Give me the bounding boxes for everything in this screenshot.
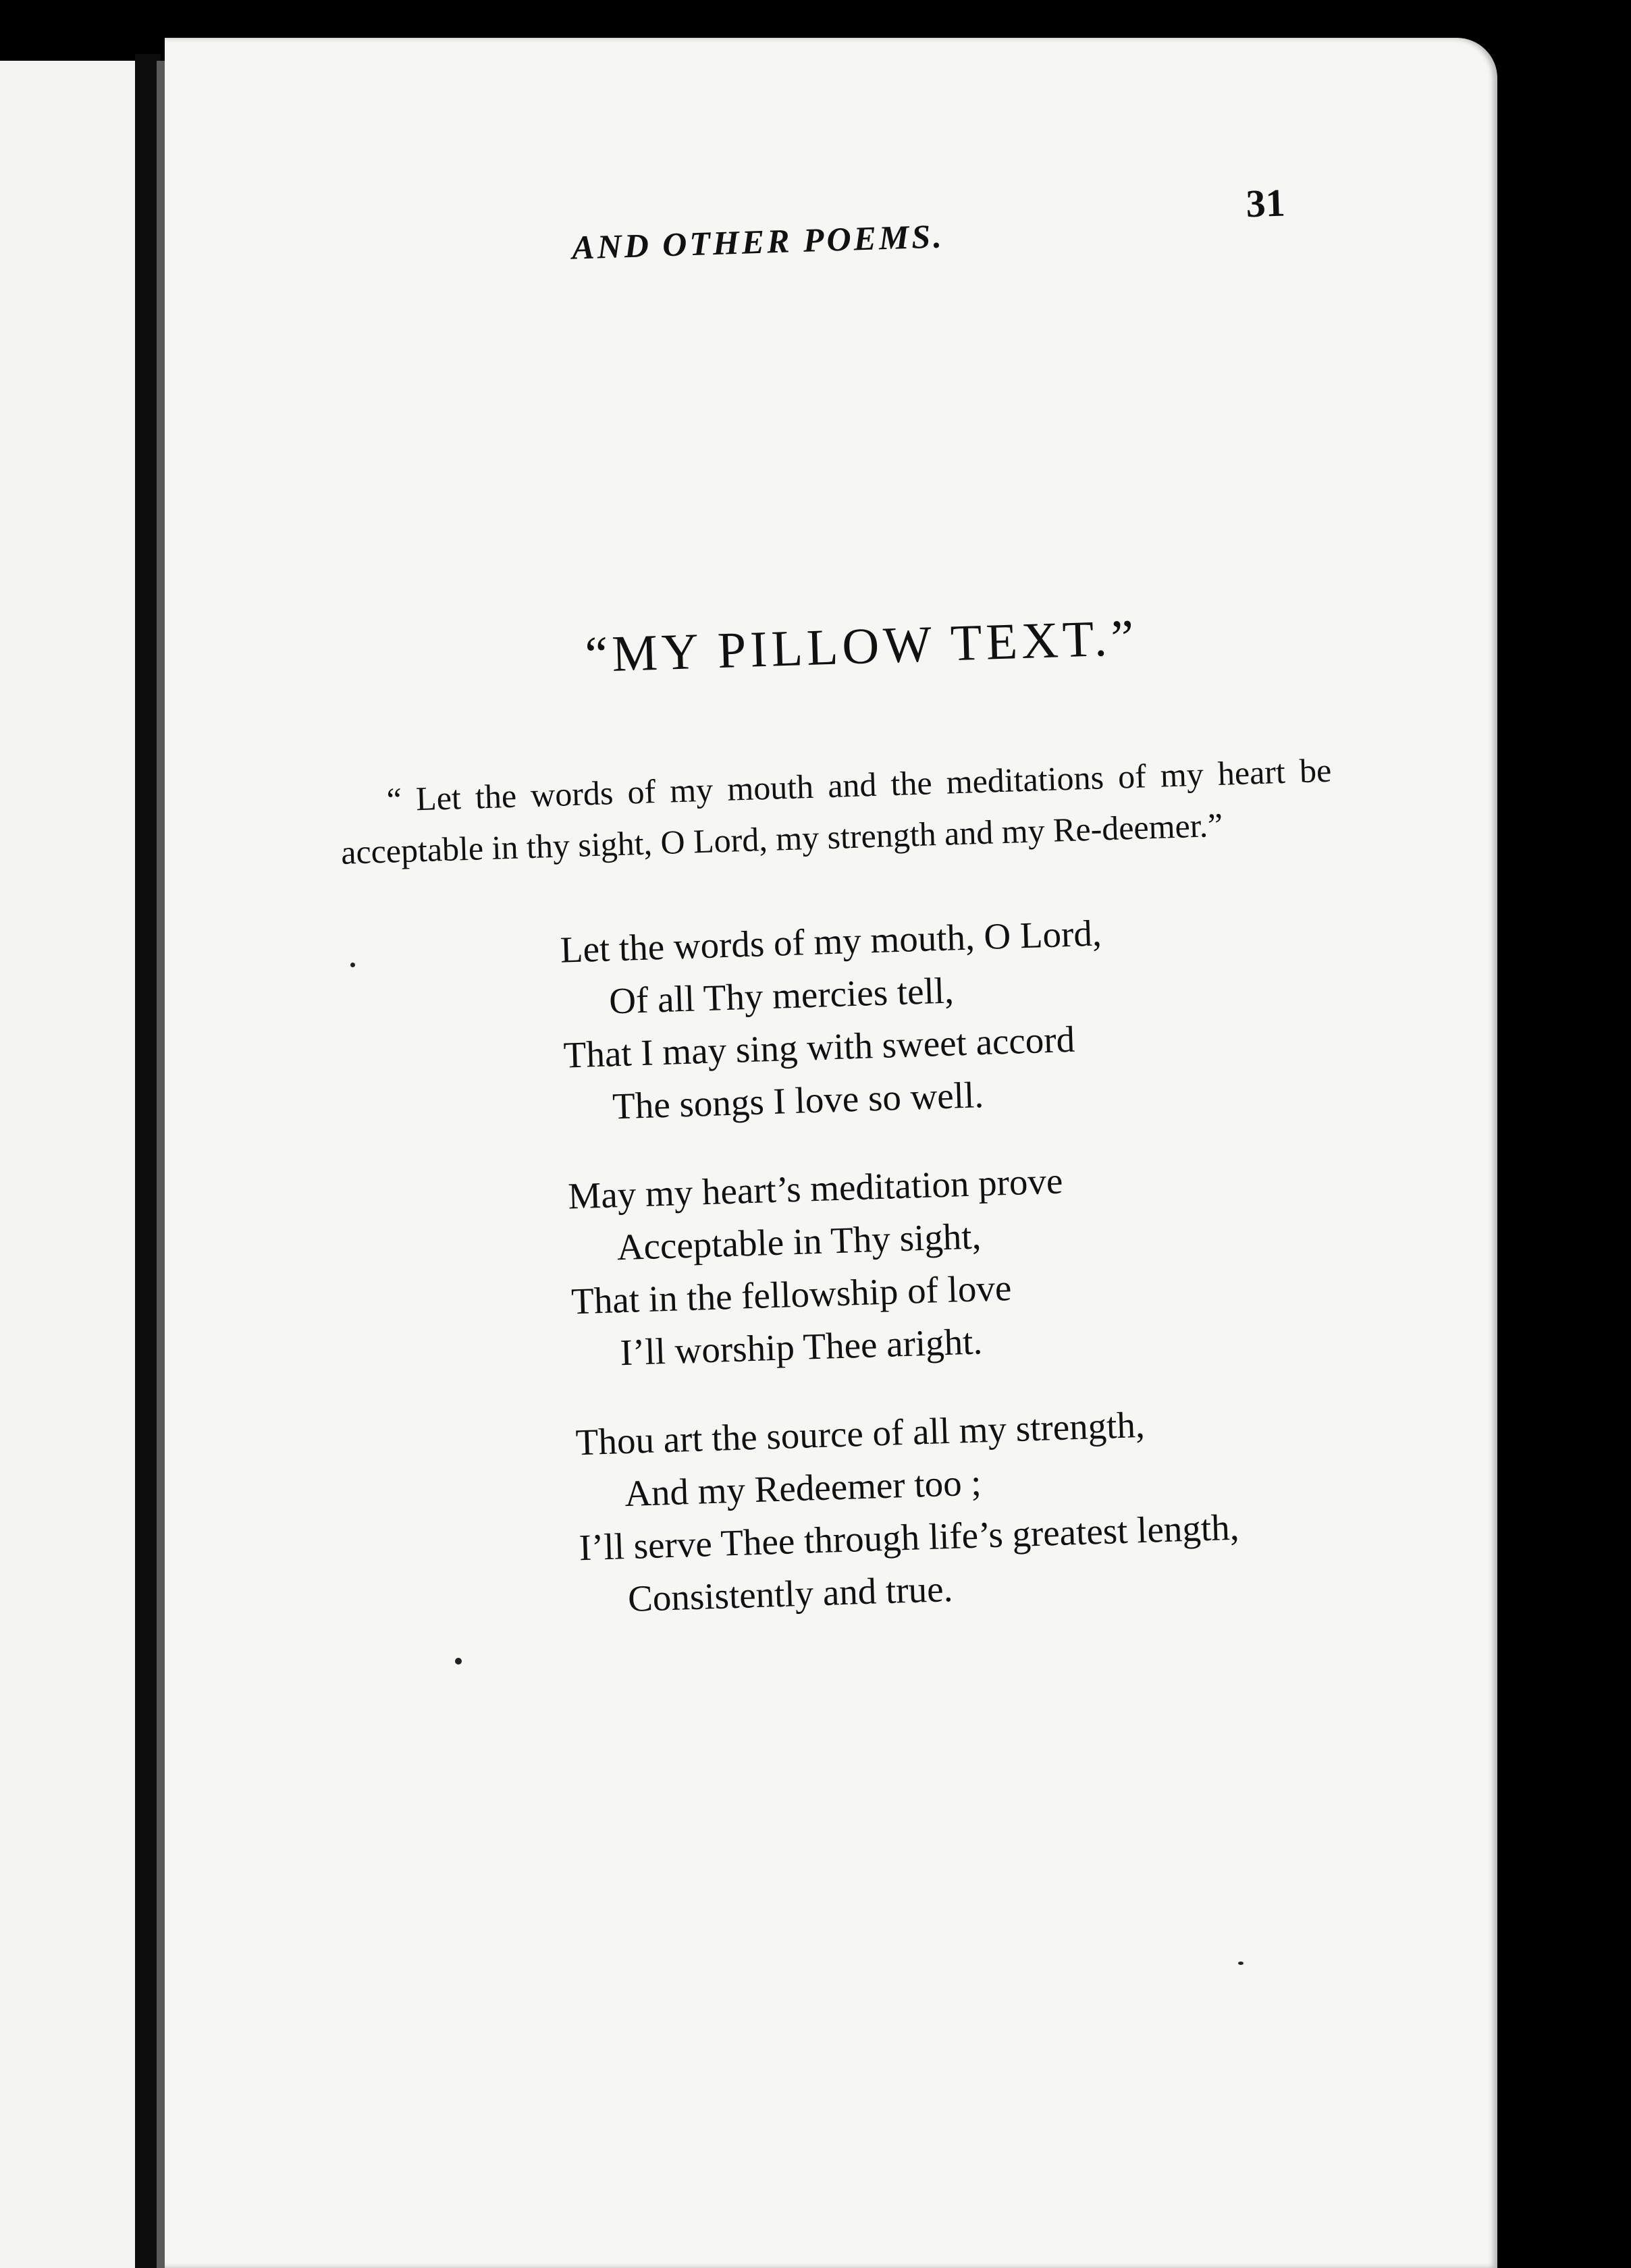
running-head: AND OTHER POEMS. xyxy=(571,217,945,267)
facing-page-edge xyxy=(0,61,139,2268)
poem-line: May my heart’s meditation prove xyxy=(567,1160,1064,1217)
book-page xyxy=(165,38,1497,2268)
poem-line: Acceptable in Thy sight, xyxy=(616,1215,982,1268)
stanza-2 xyxy=(567,1145,1383,1381)
stanza-1 xyxy=(560,898,1376,1135)
poem-line: And my Redeemer too ; xyxy=(624,1461,982,1515)
poem-title: “MY PILLOW TEXT.” xyxy=(584,609,1139,684)
epigraph: “ Let the words of my mouth and the meditations of my heart be acceptable in thy sight, O Lord, my strength and my Re-deemer.” xyxy=(340,751,1332,871)
poem-line: The songs I love so well. xyxy=(612,1074,984,1127)
stanza-3 xyxy=(575,1391,1391,1627)
poem-line: Thou art the source of all my strength, xyxy=(574,1403,1146,1463)
poem-line: That in the fellowship of love xyxy=(570,1266,1013,1322)
page-number: 31 xyxy=(1245,180,1286,226)
poem-line: Consistently and true. xyxy=(627,1567,954,1620)
page-content xyxy=(140,18,1543,2268)
poem-line: That I may sing with sweet accord xyxy=(562,1018,1075,1076)
poem-line: I’ll worship Thee aright. xyxy=(619,1320,984,1374)
poem-line: Of all Thy mercies tell, xyxy=(608,969,955,1022)
poem-line: Let the words of my mouth, O Lord, xyxy=(559,912,1102,971)
poem-line: I’ll serve Thee through life’s greatest length, xyxy=(578,1506,1240,1569)
